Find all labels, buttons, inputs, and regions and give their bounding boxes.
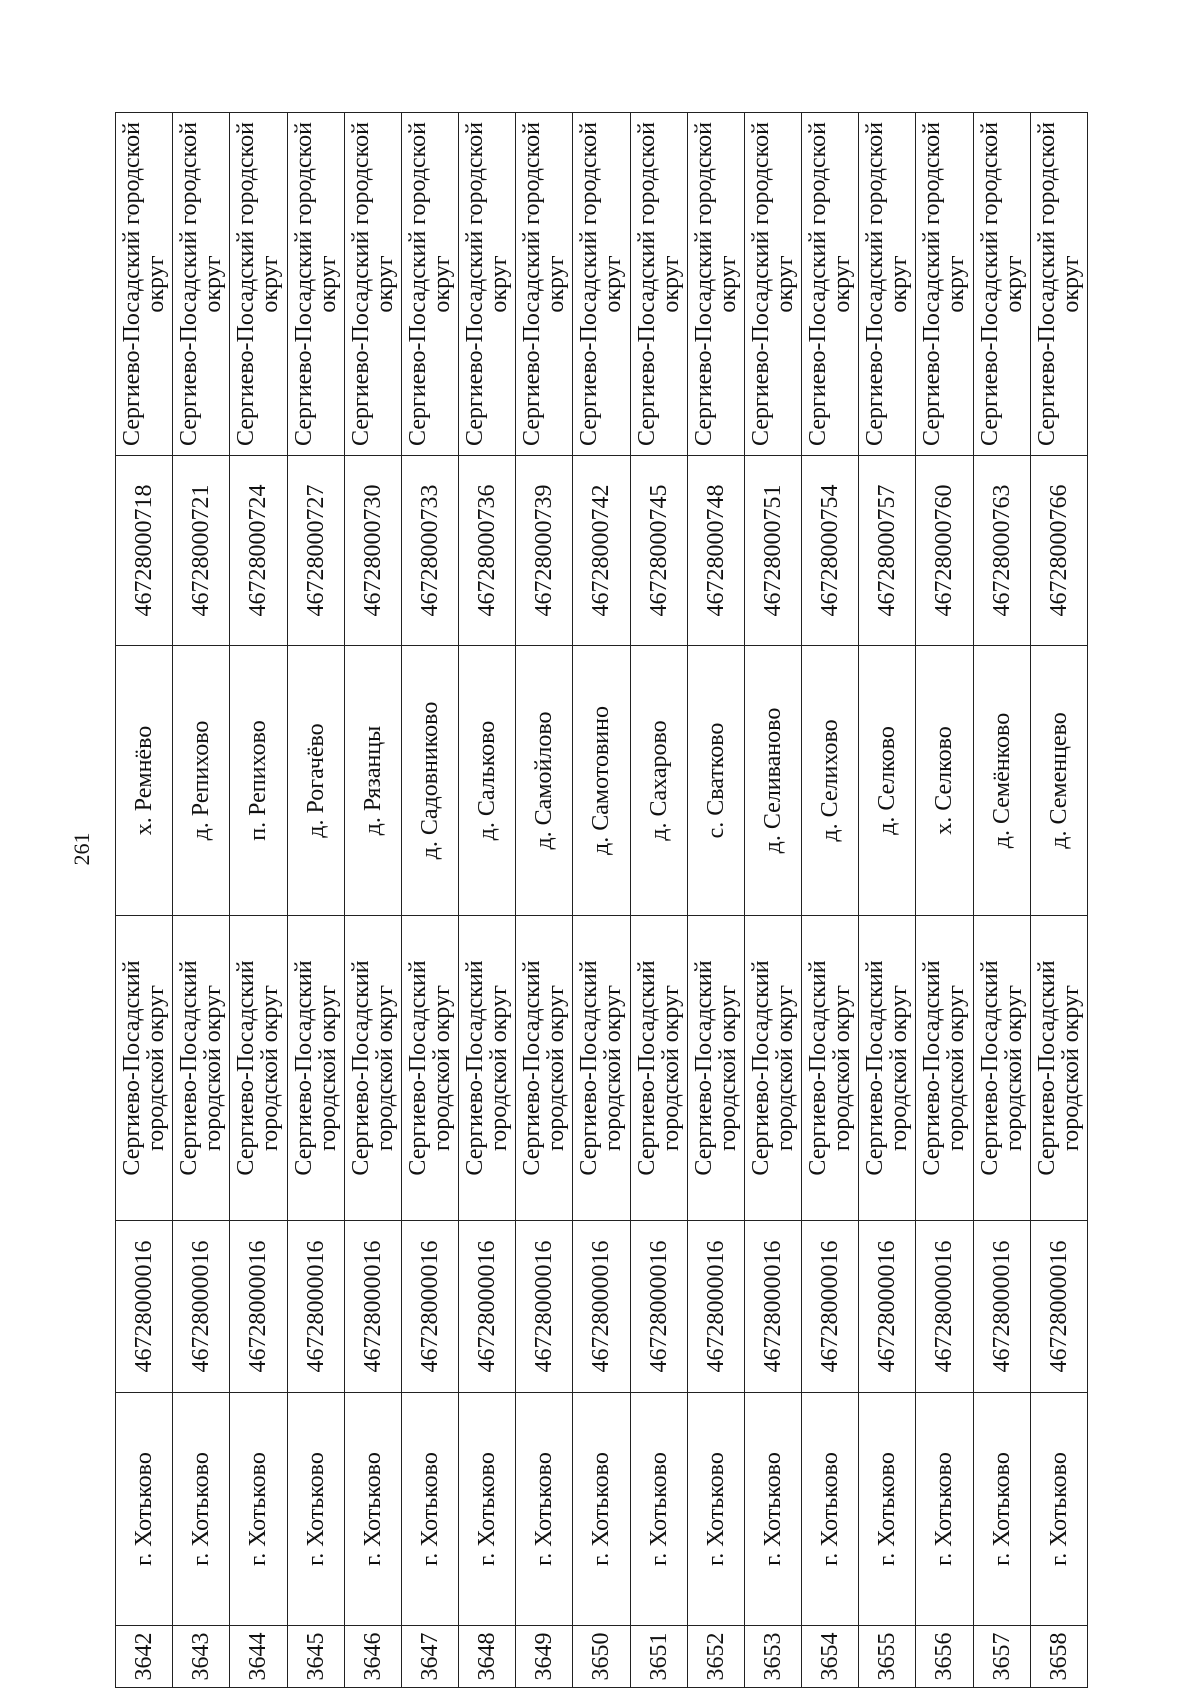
- row-number-cell: 3645: [287, 1625, 344, 1687]
- settlement-district-cell: Сергиево-Посадский городской округ: [515, 915, 572, 1220]
- settlement-district-cell: Сергиево-Посадский городской округ: [744, 915, 801, 1220]
- row-number-cell: 3651: [630, 1625, 687, 1687]
- settlement-cell: г. Хотьково: [858, 1392, 915, 1625]
- locality-code-cell: 46728000766: [1030, 455, 1087, 645]
- table-row: [744, 112, 801, 1687]
- settlement-code-cell: 46728000016: [1030, 1220, 1087, 1392]
- settlements-table: [115, 112, 1088, 1688]
- locality-code-cell: 46728000727: [287, 455, 344, 645]
- locality-cell: д. Селково: [858, 645, 915, 915]
- locality-code-cell: 46728000754: [801, 455, 858, 645]
- locality-cell: д. Селиваново: [744, 645, 801, 915]
- settlement-code-cell: 46728000016: [515, 1220, 572, 1392]
- locality-code-cell: 46728000739: [515, 455, 572, 645]
- settlement-code-cell: 46728000016: [801, 1220, 858, 1392]
- row-number-cell: 3658: [1030, 1625, 1087, 1687]
- row-number-cell: 3649: [515, 1625, 572, 1687]
- locality-cell: д. Селихово: [801, 645, 858, 915]
- locality-cell: д. Сахарово: [630, 645, 687, 915]
- row-number-cell: 3648: [458, 1625, 515, 1687]
- settlement-code-cell: 46728000016: [687, 1220, 744, 1392]
- row-number-cell: 3655: [858, 1625, 915, 1687]
- row-number-cell: 3642: [115, 1625, 172, 1687]
- locality-cell: д. Рязанцы: [344, 645, 401, 915]
- table-row: [1030, 112, 1087, 1687]
- table-row: [801, 112, 858, 1687]
- table-row: [858, 112, 915, 1687]
- row-number-cell: 3650: [572, 1625, 629, 1687]
- locality-code-cell: 46728000736: [458, 455, 515, 645]
- locality-district-cell: Сергиево-Посадский городской округ: [915, 112, 972, 455]
- locality-code-cell: 46728000751: [744, 455, 801, 645]
- settlement-code-cell: 46728000016: [858, 1220, 915, 1392]
- row-number-cell: 3652: [687, 1625, 744, 1687]
- table-row: [115, 112, 172, 1687]
- table-row: [229, 112, 286, 1687]
- table-row: [915, 112, 972, 1687]
- settlement-cell: г. Хотьково: [515, 1392, 572, 1625]
- locality-district-cell: Сергиево-Посадский городской округ: [344, 112, 401, 455]
- table-body: [115, 112, 1087, 1687]
- settlement-code-cell: 46728000016: [115, 1220, 172, 1392]
- settlement-district-cell: Сергиево-Посадский городской округ: [458, 915, 515, 1220]
- settlement-cell: г. Хотьково: [115, 1392, 172, 1625]
- table-row: [687, 112, 744, 1687]
- table-container: [115, 113, 1088, 1688]
- settlement-code-cell: 46728000016: [344, 1220, 401, 1392]
- settlement-cell: г. Хотьково: [630, 1392, 687, 1625]
- settlement-cell: г. Хотьково: [687, 1392, 744, 1625]
- settlement-cell: г. Хотьково: [1030, 1392, 1087, 1625]
- locality-cell: д. Рогачёво: [287, 645, 344, 915]
- locality-district-cell: Сергиево-Посадский городской округ: [973, 112, 1030, 455]
- locality-code-cell: 46728000724: [229, 455, 286, 645]
- locality-district-cell: Сергиево-Посадский городской округ: [687, 112, 744, 455]
- locality-district-cell: Сергиево-Посадский городской округ: [744, 112, 801, 455]
- settlement-cell: г. Хотьково: [572, 1392, 629, 1625]
- locality-cell: с. Сватково: [687, 645, 744, 915]
- locality-district-cell: Сергиево-Посадский городской округ: [229, 112, 286, 455]
- row-number-cell: 3657: [973, 1625, 1030, 1687]
- page-number: 261: [69, 832, 94, 866]
- locality-code-cell: 46728000748: [687, 455, 744, 645]
- settlement-code-cell: 46728000016: [401, 1220, 458, 1392]
- locality-district-cell: Сергиево-Посадский городской округ: [1030, 112, 1087, 455]
- table-row: [458, 112, 515, 1687]
- settlement-district-cell: Сергиево-Посадский городской округ: [915, 915, 972, 1220]
- settlement-district-cell: Сергиево-Посадский городской округ: [630, 915, 687, 1220]
- locality-district-cell: Сергиево-Посадский городской округ: [858, 112, 915, 455]
- settlement-cell: г. Хотьково: [744, 1392, 801, 1625]
- settlement-district-cell: Сергиево-Посадский городской округ: [858, 915, 915, 1220]
- locality-cell: х. Ремнёво: [115, 645, 172, 915]
- settlement-district-cell: Сергиево-Посадский городской округ: [229, 915, 286, 1220]
- locality-cell: д. Репихово: [172, 645, 229, 915]
- locality-cell: х. Селково: [915, 645, 972, 915]
- settlement-cell: г. Хотьково: [172, 1392, 229, 1625]
- locality-cell: д. Семёнково: [973, 645, 1030, 915]
- settlement-cell: г. Хотьково: [344, 1392, 401, 1625]
- settlement-district-cell: Сергиево-Посадский городской округ: [287, 915, 344, 1220]
- locality-cell: д. Самойлово: [515, 645, 572, 915]
- locality-cell: п. Репихово: [229, 645, 286, 915]
- settlement-district-cell: Сергиево-Посадский городской округ: [687, 915, 744, 1220]
- settlement-cell: г. Хотьково: [801, 1392, 858, 1625]
- row-number-cell: 3653: [744, 1625, 801, 1687]
- locality-district-cell: Сергиево-Посадский городской округ: [172, 112, 229, 455]
- table-row: [344, 112, 401, 1687]
- locality-code-cell: 46728000760: [915, 455, 972, 645]
- locality-code-cell: 46728000718: [115, 455, 172, 645]
- locality-district-cell: Сергиево-Посадский городской округ: [515, 112, 572, 455]
- locality-district-cell: Сергиево-Посадский городской округ: [287, 112, 344, 455]
- settlement-district-cell: Сергиево-Посадский городской округ: [572, 915, 629, 1220]
- locality-code-cell: 46728000733: [401, 455, 458, 645]
- locality-district-cell: Сергиево-Посадский городской округ: [630, 112, 687, 455]
- row-number-cell: 3646: [344, 1625, 401, 1687]
- settlement-code-cell: 46728000016: [744, 1220, 801, 1392]
- table-row: [287, 112, 344, 1687]
- row-number-cell: 3643: [172, 1625, 229, 1687]
- locality-cell: д. Самотовино: [572, 645, 629, 915]
- locality-district-cell: Сергиево-Посадский городской округ: [801, 112, 858, 455]
- settlement-cell: г. Хотьково: [458, 1392, 515, 1625]
- settlement-district-cell: Сергиево-Посадский городской округ: [973, 915, 1030, 1220]
- locality-code-cell: 46728000742: [572, 455, 629, 645]
- settlement-code-cell: 46728000016: [172, 1220, 229, 1392]
- settlement-cell: г. Хотьково: [229, 1392, 286, 1625]
- table-row: [630, 112, 687, 1687]
- settlement-district-cell: Сергиево-Посадский городской округ: [401, 915, 458, 1220]
- settlement-code-cell: 46728000016: [229, 1220, 286, 1392]
- locality-code-cell: 46728000763: [973, 455, 1030, 645]
- settlement-district-cell: Сергиево-Посадский городской округ: [1030, 915, 1087, 1220]
- settlement-code-cell: 46728000016: [915, 1220, 972, 1392]
- locality-district-cell: Сергиево-Посадский городской округ: [115, 112, 172, 455]
- locality-cell: д. Сальково: [458, 645, 515, 915]
- settlement-code-cell: 46728000016: [973, 1220, 1030, 1392]
- locality-code-cell: 46728000745: [630, 455, 687, 645]
- table-row: [172, 112, 229, 1687]
- settlement-district-cell: Сергиево-Посадский городской округ: [344, 915, 401, 1220]
- locality-district-cell: Сергиево-Посадский городской округ: [572, 112, 629, 455]
- locality-district-cell: Сергиево-Посадский городской округ: [458, 112, 515, 455]
- settlement-district-cell: Сергиево-Посадский городской округ: [172, 915, 229, 1220]
- settlement-code-cell: 46728000016: [287, 1220, 344, 1392]
- settlement-cell: г. Хотьково: [915, 1392, 972, 1625]
- table-row: [401, 112, 458, 1687]
- settlement-cell: г. Хотьково: [973, 1392, 1030, 1625]
- settlement-district-cell: Сергиево-Посадский городской округ: [801, 915, 858, 1220]
- settlement-code-cell: 46728000016: [630, 1220, 687, 1392]
- settlement-code-cell: 46728000016: [458, 1220, 515, 1392]
- row-number-cell: 3644: [229, 1625, 286, 1687]
- table-row: [973, 112, 1030, 1687]
- locality-code-cell: 46728000730: [344, 455, 401, 645]
- locality-code-cell: 46728000757: [858, 455, 915, 645]
- locality-code-cell: 46728000721: [172, 455, 229, 645]
- settlement-district-cell: Сергиево-Посадский городской округ: [115, 915, 172, 1220]
- settlement-cell: г. Хотьково: [401, 1392, 458, 1625]
- row-number-cell: 3647: [401, 1625, 458, 1687]
- row-number-cell: 3656: [915, 1625, 972, 1687]
- row-number-cell: 3654: [801, 1625, 858, 1687]
- table-row: [572, 112, 629, 1687]
- settlement-code-cell: 46728000016: [572, 1220, 629, 1392]
- locality-district-cell: Сергиево-Посадский городской округ: [401, 112, 458, 455]
- locality-cell: д. Семенцево: [1030, 645, 1087, 915]
- settlement-cell: г. Хотьково: [287, 1392, 344, 1625]
- table-row: [515, 112, 572, 1687]
- locality-cell: д. Садовниково: [401, 645, 458, 915]
